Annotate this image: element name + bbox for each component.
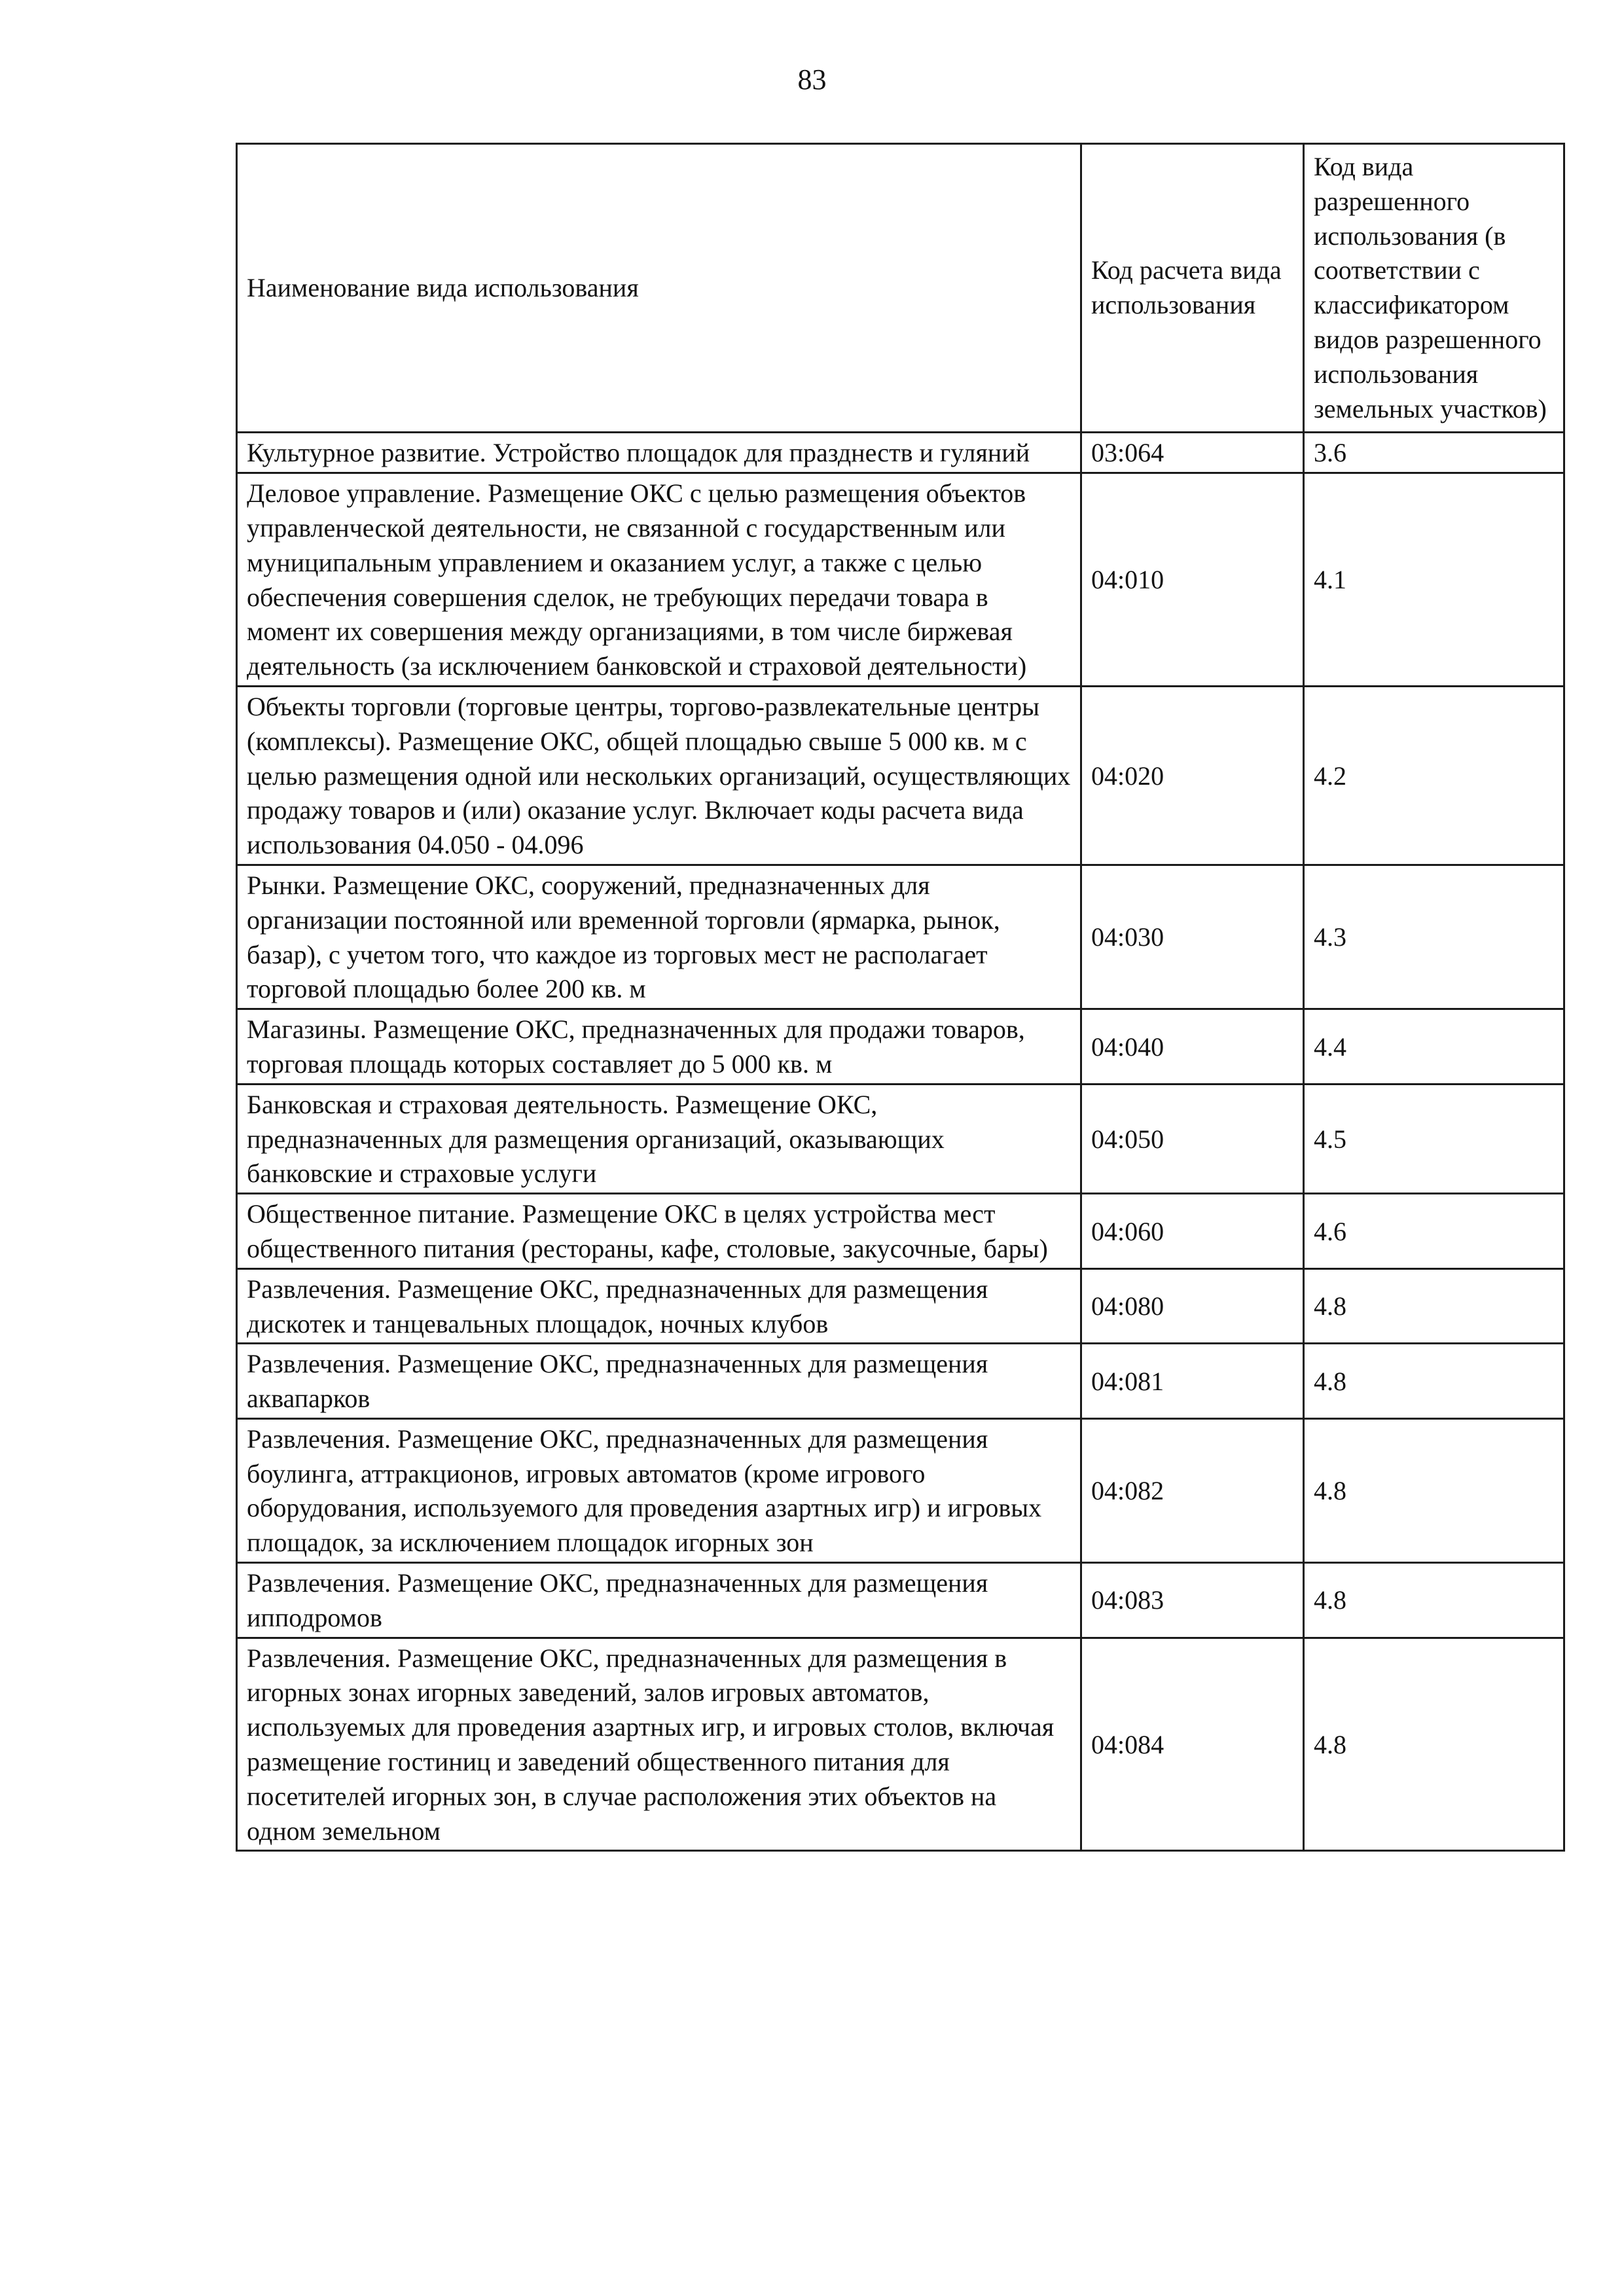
calc-code-cell: 04:082 <box>1081 1418 1304 1562</box>
table-row <box>237 686 1564 865</box>
vri-code-cell: 4.3 <box>1304 865 1564 1009</box>
calc-code-cell: 04:084 <box>1081 1638 1304 1851</box>
table-row <box>237 473 1564 687</box>
calc-code-cell: 03:064 <box>1081 433 1304 473</box>
vri-code-cell: 4.8 <box>1304 1268 1564 1344</box>
vri-code-cell: 4.6 <box>1304 1194 1564 1269</box>
calc-code-cell: 04:030 <box>1081 865 1304 1009</box>
header-vri-code: Код вида разрешенного использования (в соответствии с классификатором видов разрешенного использования земельных участков) <box>1304 144 1564 433</box>
table-row <box>237 1344 1564 1419</box>
vri-code-cell: 4.8 <box>1304 1563 1564 1638</box>
header-use-name: Наименование вида использования <box>237 144 1081 433</box>
table-row <box>237 1418 1564 1562</box>
table-row <box>237 865 1564 1009</box>
vri-code-cell: 4.8 <box>1304 1344 1564 1419</box>
use-name-cell: Культурное развитие. Устройство площадок для празднеств и гуляний <box>237 433 1081 473</box>
table-header-row <box>237 144 1564 433</box>
vri-code-cell: 4.8 <box>1304 1638 1564 1851</box>
use-name-cell: Банковская и страховая деятельность. Размещение ОКС, предназначенных для размещения организаций, оказывающих банковские и страховые услуги <box>237 1084 1081 1193</box>
calc-code-cell: 04:010 <box>1081 473 1304 687</box>
calc-code-cell: 04:050 <box>1081 1084 1304 1193</box>
use-name-cell: Развлечения. Размещение ОКС, предназначенных для размещения в игорных зонах игорных заведений, залов игровых автоматов, используемых для проведения азартных игр, и игровых столов, включая размещение гостиниц и заведений общественного питания для посетителей игорных зон, в случае расположения этих объектов на одном земельном <box>237 1638 1081 1851</box>
table-row <box>237 1009 1564 1085</box>
calc-code-cell: 04:080 <box>1081 1268 1304 1344</box>
table-row <box>237 1084 1564 1193</box>
vri-code-cell: 4.8 <box>1304 1418 1564 1562</box>
vri-code-cell: 3.6 <box>1304 433 1564 473</box>
page-number: 83 <box>797 63 827 96</box>
vri-code-cell: 4.1 <box>1304 473 1564 687</box>
header-calc-code: Код расчета вида использования <box>1081 144 1304 433</box>
vri-code-cell: 4.5 <box>1304 1084 1564 1193</box>
table-row <box>237 1194 1564 1269</box>
use-name-cell: Магазины. Размещение ОКС, предназначенных для продажи товаров, торговая площадь которых составляет до 5 000 кв. м <box>237 1009 1081 1085</box>
table-row <box>237 433 1564 473</box>
use-name-cell: Развлечения. Размещение ОКС, предназначенных для размещения боулинга, аттракционов, игровых автоматов (кроме игрового оборудования, используемого для проведения азартных игр) и игровых площадок, за исключением площадок игорных зон <box>237 1418 1081 1562</box>
use-name-cell: Деловое управление. Размещение ОКС с целью размещения объектов управленческой деятельности, не связанной с государственным или муниципальным управлением и оказанием услуг, а также с целью обеспечения совершения сделок, не требующих передачи товара в момент их совершения между организациями, в том числе биржевая деятельность (за исключением банковской и страховой деятельности) <box>237 473 1081 687</box>
calc-code-cell: 04:060 <box>1081 1194 1304 1269</box>
use-name-cell: Общественное питание. Размещение ОКС в целях устройства мест общественного питания (рестораны, кафе, столовые, закусочные, бары) <box>237 1194 1081 1269</box>
calc-code-cell: 04:083 <box>1081 1563 1304 1638</box>
vri-code-cell: 4.2 <box>1304 686 1564 865</box>
land-use-table <box>236 143 1565 1852</box>
table-row <box>237 1268 1564 1344</box>
vri-code-cell: 4.4 <box>1304 1009 1564 1085</box>
use-name-cell: Развлечения. Размещение ОКС, предназначенных для размещения дискотек и танцевальных площадок, ночных клубов <box>237 1268 1081 1344</box>
table-row <box>237 1563 1564 1638</box>
calc-code-cell: 04:040 <box>1081 1009 1304 1085</box>
table-row <box>237 1638 1564 1851</box>
calc-code-cell: 04:081 <box>1081 1344 1304 1419</box>
calc-code-cell: 04:020 <box>1081 686 1304 865</box>
use-name-cell: Объекты торговли (торговые центры, торгово-развлекательные центры (комплексы). Размещение ОКС, общей площадью свыше 5 000 кв. м с целью размещения одной или нескольких организаций, осуществляющих продажу товаров и (или) оказание услуг. Включает коды расчета вида использования 04.050 - 04.096 <box>237 686 1081 865</box>
use-name-cell: Развлечения. Размещение ОКС, предназначенных для размещения ипподромов <box>237 1563 1081 1638</box>
use-name-cell: Развлечения. Размещение ОКС, предназначенных для размещения аквапарков <box>237 1344 1081 1419</box>
use-name-cell: Рынки. Размещение ОКС, сооружений, предназначенных для организации постоянной или временной торговли (ярмарка, рынок, базар), с учетом того, что каждое из торговых мест не располагает торговой площадью более 200 кв. м <box>237 865 1081 1009</box>
